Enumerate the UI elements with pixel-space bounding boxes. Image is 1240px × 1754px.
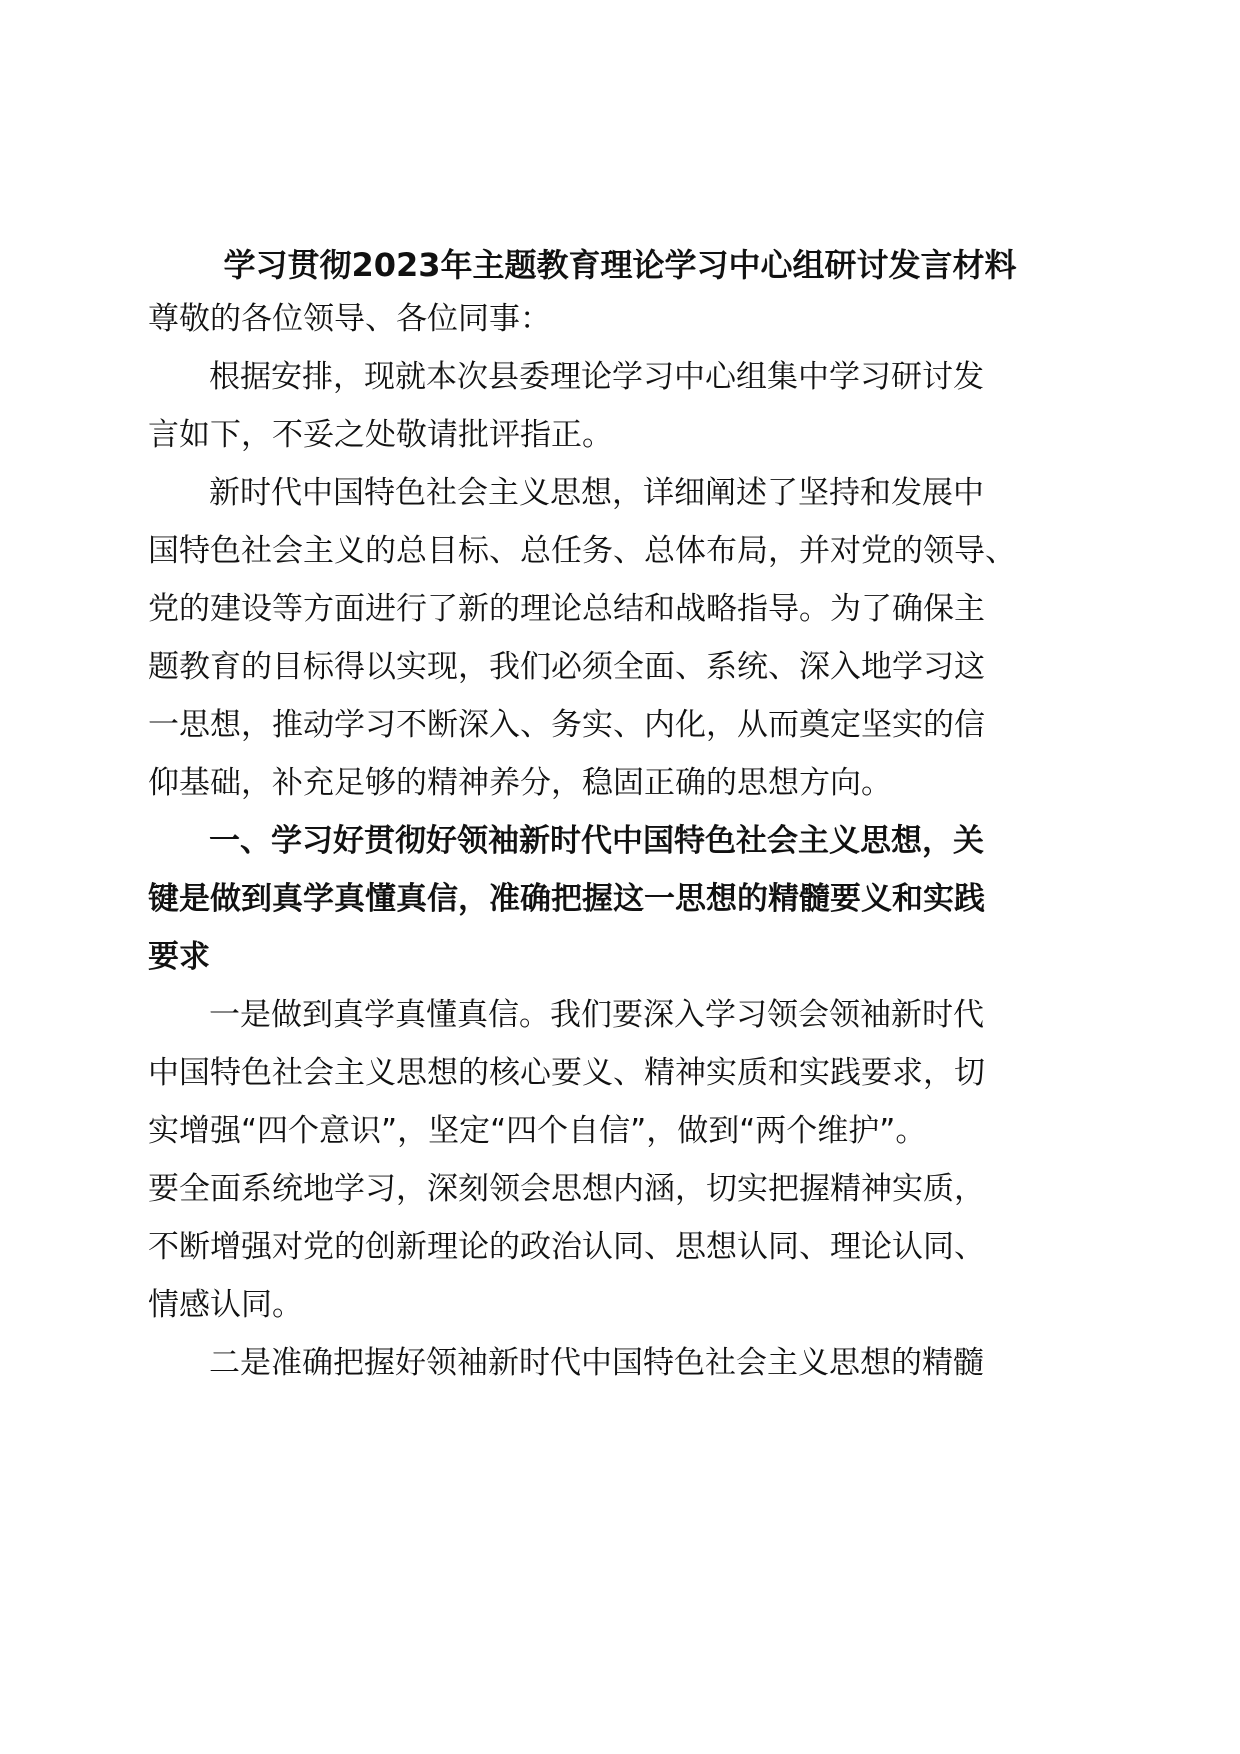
section-heading-line-3: 要求	[148, 939, 210, 975]
paragraph-4-line-1: 一是做到真学真懂真信。我们要深入学习领会领袖新时代	[209, 997, 984, 1033]
paragraph-2-line-5: 一思想，推动学习不断深入、务实、内化，从而奠定坚实的信	[148, 707, 985, 743]
paragraph-2-line-6: 仰基础，补充足够的精神养分，稳固正确的思想方向。	[148, 765, 892, 801]
paragraph-1-line-1: 根据安排，现就本次县委理论学习中心组集中学习研讨发	[209, 359, 984, 395]
paragraph-2-line-2: 国特色社会主义的总目标、总任务、总体布局，并对党的领导、	[148, 533, 1016, 569]
section-heading-line-2: 键是做到真学真懂真信，准确把握这一思想的精髓要义和实践	[148, 881, 985, 917]
paragraph-2-line-3: 党的建设等方面进行了新的理论总结和战略指导。为了确保主	[148, 591, 985, 627]
salutation: 尊敬的各位领导、各位同事：	[148, 301, 551, 337]
paragraph-2-line-1: 新时代中国特色社会主义思想，详细阐述了坚持和发展中	[209, 475, 984, 511]
paragraph-4-line-4: 要全面系统地学习，深刻领会思想内涵，切实把握精神实质，	[148, 1171, 985, 1207]
paragraph-4-line-3: 实增强“四个意识”，坚定“四个自信”，做到“两个维护”。	[148, 1113, 927, 1149]
section-heading-line-1: 一、学习好贯彻好领袖新时代中国特色社会主义思想，关	[209, 823, 984, 859]
paragraph-4-line-5: 不断增强对党的创新理论的政治认同、思想认同、理论认同、	[148, 1229, 985, 1265]
paragraph-5-line-1: 二是准确把握好领袖新时代中国特色社会主义思想的精髓	[209, 1345, 984, 1381]
paragraph-1-line-2: 言如下，不妥之处敬请批评指正。	[148, 417, 613, 453]
paragraph-2-line-4: 题教育的目标得以实现，我们必须全面、系统、深入地学习这	[148, 649, 985, 685]
paragraph-4-line-2: 中国特色社会主义思想的核心要义、精神实质和实践要求，切	[148, 1055, 985, 1091]
document-title: 学习贯彻2023年主题教育理论学习中心组研讨发言材料	[223, 246, 1017, 284]
paragraph-4-line-6: 情感认同。	[148, 1287, 303, 1323]
